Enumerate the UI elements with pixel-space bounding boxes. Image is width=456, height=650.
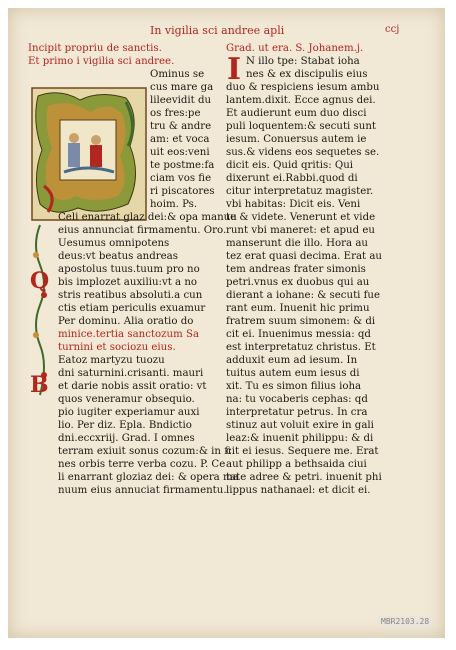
text-line: nes & ex discipulis eius [246,69,368,80]
text-line: Celi enarrat glaz dei:& opa manuu [58,212,237,223]
text-line: lippus nathanael: et dicit ei. [226,485,371,496]
text-line: bis implozet auxiliu:vt a no [58,277,198,288]
text-line: petri.vnus ex duobus qui au [226,277,370,288]
text-line: nuum eius annuciat firmamentu. [58,485,227,496]
text-line: Eatoz martyzu tuozu [58,355,165,366]
text-line: dierant a iohane: & secuti fue [226,290,381,301]
text-line: lio. Per diz. Epla. Bndictio [58,420,192,431]
text-line: uit eos:veni [150,147,210,158]
text-line: fratrem suum simonem: & di [226,316,376,327]
text-line: xit. Tu es simon filius ioha [226,381,362,392]
text-line: hoim. Ps. [150,199,198,210]
text-line: tru & andre [150,121,212,132]
text-line: dni saturnini.crisanti. mauri [58,368,204,379]
text-line: N illo tpe: Stabat ioha [246,56,360,67]
text-line: te & videte. Venerunt et vide [226,212,376,223]
text-line: dicit eis. Quid qritis: Qui [226,160,354,171]
text-line: nes orbis terre verba cozu. P. Ce [58,459,226,470]
right-column [226,42,426,497]
text-line: adduxit eum ad iesum. In [226,355,358,366]
text-line: ciam vos fie [150,173,212,184]
text-line: Per dominu. Alia oratio do [58,316,194,327]
text-line: tem andreas frater simonis [226,264,366,275]
text-line: deus:vt beatus andreas [58,251,178,262]
text-line: aut philipp a bethsaida ciui [226,459,367,470]
text-line: stinuz aut voluit exire in gali [226,420,374,431]
initial-q: Q [30,268,50,294]
text-line: Incipit propriu de sanctis. [28,43,162,54]
text-line: quos veneramur obsequio. [58,394,195,405]
text-line: turnini et sociozu eius. [58,342,176,353]
text-line: lileevidit du [150,95,212,106]
text-line: interpretatur petrus. In cra [226,407,368,418]
text-line: lantem.dixit. Ecce agnus dei. [226,95,376,106]
text-line: cus mare ga [150,82,214,93]
folio-number: ccj [385,24,400,35]
text-line: tuitus autem eum iesus di [226,368,360,379]
text-line: Grad. ut era. S. Johanem.j. [226,43,364,54]
text-line: cit ei iesus. Sequere me. Erat [226,446,379,457]
text-line: puli loquentem:& secuti sunt [226,121,376,132]
text-line: na: tu vocaberis cephas: qd [226,394,368,405]
text-line: li enarrant gloziaz dei: & opera ma [58,472,239,483]
text-line: tez erat quasi decima. Erat au [226,251,382,262]
text-line: Ominus se [150,69,205,80]
text-line: Et audierunt eum duo disci [226,108,367,119]
text-line: os fres:pe [150,108,201,119]
text-line: manserunt die illo. Hora au [226,238,368,249]
text-line: rant eum. Inuenit hic primu [226,303,370,314]
text-line: minice.tertia sanctozum Sa [58,329,200,340]
text-line: cit ei. Inuenimus messia: qd [226,329,371,340]
text-line: tate adree & petri. inuenit phi [226,472,382,483]
text-line: leaz:& inuenit philippu: & di [226,433,374,444]
text-line: pio iugiter experiamur auxi [58,407,200,418]
text-line: dni.eccxriij. Grad. I omnes [58,433,195,444]
text-line: eius annunciat firmamentu. Oro. [58,225,227,236]
text-line: apostolus tuus.tuum pro no [58,264,200,275]
text-line: est interpretatuz christus. Et [226,342,376,353]
text-line: sus.& videns eos sequetes se. [226,147,380,158]
text-line: duo & respiciens iesum ambu [226,82,380,93]
text-line: Et primo i vigilia sci andree. [28,56,175,67]
text-line: terram exiuit sonus cozum:& in fi [58,446,231,457]
text-line: citur interpretatuz magister. [226,186,374,197]
text-line: dixerunt ei.Rabbi.quod di [226,173,358,184]
initial-i: I [227,52,242,87]
text-line: am: et voca [150,134,210,145]
initial-b: B [30,372,49,398]
text-line: vbi habitas: Dicit eis. Veni [226,199,361,210]
text-line: runt vbi maneret: et apud eu [226,225,375,236]
text-line: Uesumus omnipotens [58,238,170,249]
text-line: te postme:fa [150,160,215,171]
text-line: ri piscatores [150,186,215,197]
running-header: In vigilia sci andree apli [150,24,285,37]
accession-label: MBR2103.28 [378,616,432,627]
text-line: iesum. Conuersus autem ie [226,134,367,145]
text-line: ctis etiam periculis exuamur [58,303,206,314]
text-line: stris reatibus absoluti.a cun [58,290,203,301]
left-column [28,42,239,497]
text-line: et darie nobis assit oratio: vt [58,381,207,392]
